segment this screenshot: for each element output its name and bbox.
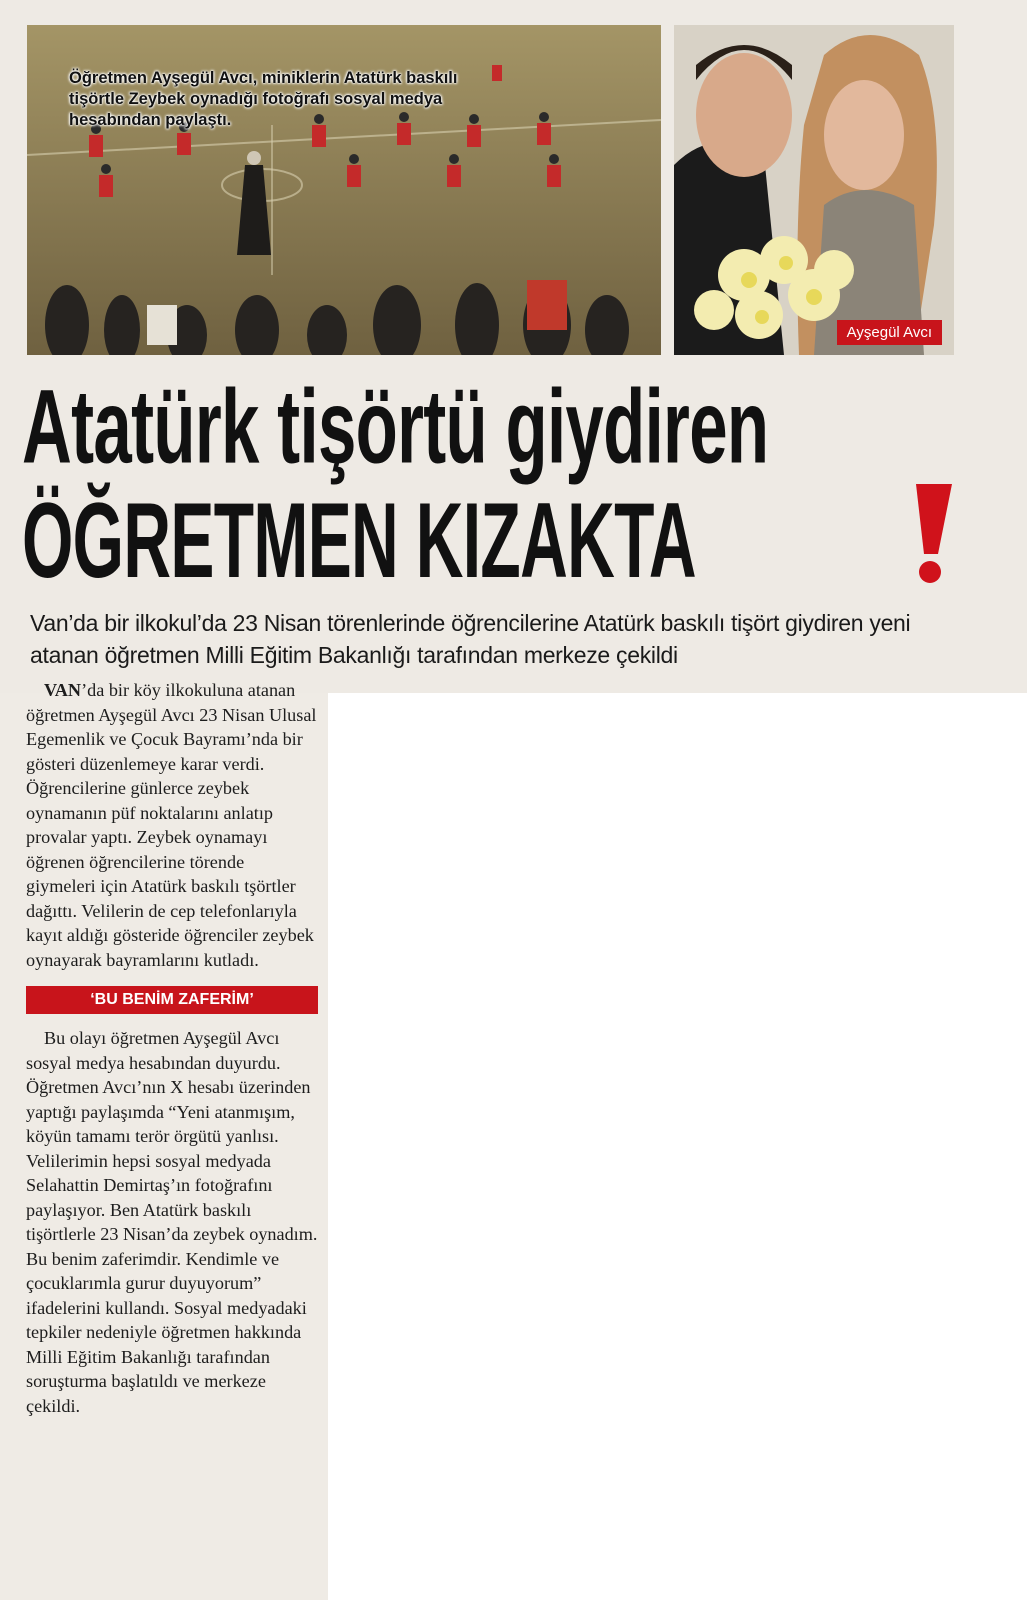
portrait-photo <box>674 25 954 355</box>
headline-line-1: Atatürk tişörtü giydiren <box>22 367 769 486</box>
headline-line-2: ÖĞRETMEN KIZAKTA <box>22 480 696 601</box>
exclamation-mark-icon <box>900 480 960 590</box>
dance-photo <box>27 25 661 355</box>
section-subhead: ‘BU BENİM ZAFERİM’ <box>26 986 318 1014</box>
body-paragraph-1: VAN’da bir köy ilkokuluna atanan öğretmen Ayşegül Avcı 23 Nisan Ulusal Egemenlik ve Çocuk Bayramı’nda bir gösteri düzenlemeye karar verdi. Öğrencilerine günlerce zeybek oynamanın püf noktalarını anlatıp provalar yaptı. Zeybek oynamayı öğrenen öğrencilerine törende giymeleri için Atatürk baskılı tşörtler dağıttı. Velilerin de cep telefonlarıyla kayıt aldığı gösteride öğrenciler zeybek oynayarak bayramlarını kutladı. <box>26 680 317 970</box>
photo-credit-badge: Ayşegül Avcı <box>837 320 942 345</box>
dateline: VAN <box>44 680 82 700</box>
photo-caption: Öğretmen Ayşegül Avcı, miniklerin Atatürk baskılı tişörtle Zeybek oynadığı fotoğrafı sosyal medya hesabından paylaştı. <box>69 69 458 129</box>
body-paragraph-2: Bu olayı öğretmen Ayşegül Avcı sosyal medya hesabından duyurdu. Öğretmen Avcı’nın X hesabı üzerinden yaptığı paylaşımda “Yeni atanmışım, köyün tamamı terör örgütü yanlısı. Velilerimin hepsi sosyal medyada Selahattin Demirtaş’ın fotoğrafını paylaşıyor. Ben Atatürk baskılı tişörtlerle 23 Nisan’da zeybek oynadım. Bu benim zaferimdir. Kendimle ve çocuklarımla gurur duyuyorum” ifadelerini kullandı. Sosyal medyadaki tepkiler nedeniyle öğretmen hakkında Milli Eğitim Bakanlığı tarafından soruşturma başlatıldı ve merkeze çekildi. <box>26 1028 318 1416</box>
article-body <box>26 678 318 1418</box>
article-deck: Van’da bir ilkokul’da 23 Nisan törenlerinde öğrencilerine Atatürk baskılı tişört giydiren yeni atanan öğretmen Milli Eğitim Bakanlığı tarafından merkeze çekildi <box>30 610 911 668</box>
